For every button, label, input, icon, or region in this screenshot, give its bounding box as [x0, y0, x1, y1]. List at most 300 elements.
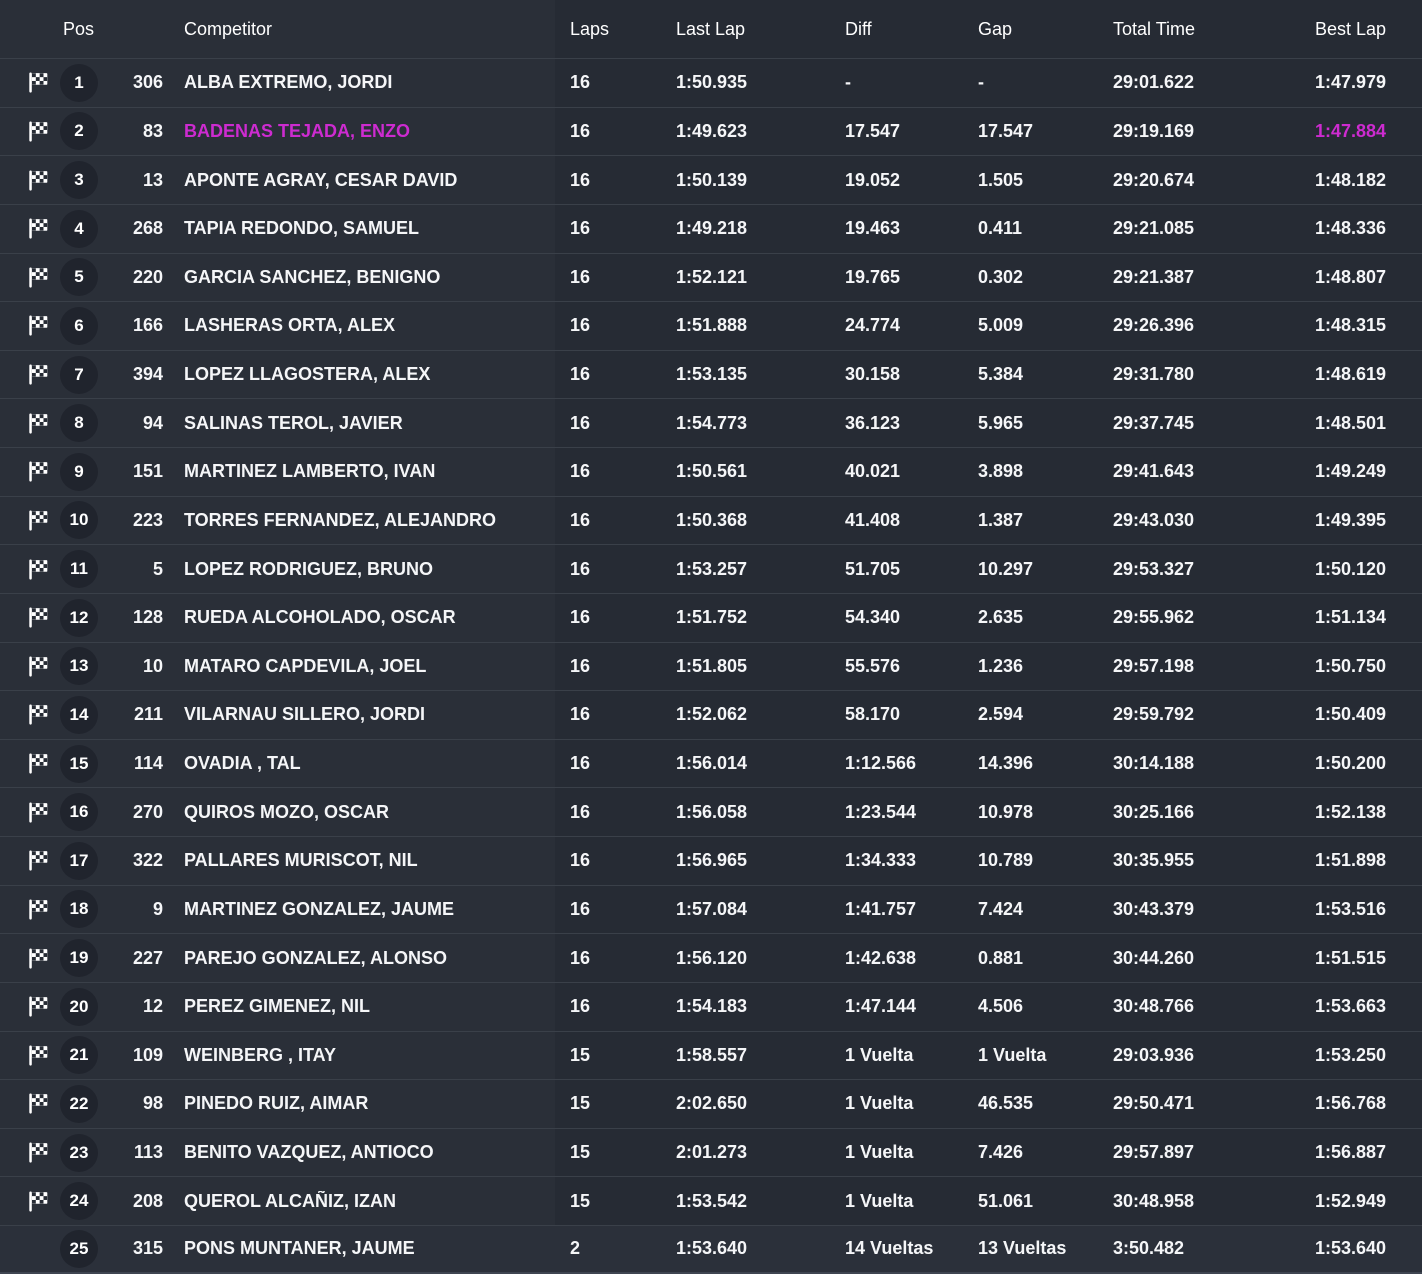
kart-number: 83: [142, 120, 163, 141]
diff-value: 1 Vuelta: [845, 1044, 914, 1065]
gap-value: 1.505: [978, 169, 1024, 190]
last-lap-value: 1:54.183: [676, 996, 748, 1017]
total-time-value: 29:37.745: [1113, 412, 1195, 433]
best-lap-value: 1:51.515: [1315, 947, 1387, 968]
best-lap-value: 1:49.249: [1315, 461, 1387, 482]
position-badge: 15: [60, 745, 98, 783]
result-row[interactable]: [0, 739, 1422, 788]
last-lap-value: 1:56.965: [676, 850, 748, 871]
last-lap-value: 1:53.257: [676, 558, 748, 579]
diff-value: 41.408: [845, 509, 901, 530]
kart-number: 9: [152, 898, 163, 919]
gap-value: 10.297: [978, 558, 1034, 579]
kart-number: 394: [132, 364, 163, 385]
flag-cell: [0, 995, 57, 1018]
flag-cell: [0, 412, 57, 435]
flag-cell: [0, 1044, 57, 1067]
last-lap-value: 1:50.935: [676, 72, 748, 93]
laps-value: 16: [570, 801, 591, 822]
diff-value: 30.158: [845, 364, 901, 385]
header-competitor: Competitor: [184, 18, 273, 39]
kart-number: 268: [132, 218, 163, 239]
result-row[interactable]: [0, 544, 1422, 593]
kart-number: 12: [142, 996, 163, 1017]
kart-number: 227: [132, 947, 163, 968]
best-lap-value: 1:48.807: [1315, 266, 1387, 287]
position-badge: 3: [60, 161, 98, 199]
header-total-time: Total Time: [1113, 18, 1196, 39]
laps-value: 16: [570, 558, 591, 579]
result-row[interactable]: [0, 690, 1422, 739]
flag-cell: [0, 1141, 57, 1164]
position-cell: [57, 890, 101, 928]
best-lap-value: 1:47.979: [1315, 72, 1387, 93]
flag-cell: [0, 801, 57, 824]
competitor-name: VILARNAU SILLERO, JORDI: [184, 704, 426, 725]
result-row[interactable]: [0, 253, 1422, 302]
position-cell: [57, 988, 101, 1026]
position-cell: [57, 939, 101, 977]
position-cell: [57, 64, 101, 102]
gap-value: 2.635: [978, 607, 1024, 628]
gap-value: 0.302: [978, 266, 1024, 287]
flag-cell: [0, 898, 57, 921]
position-badge: 13: [60, 647, 98, 685]
position-badge: 23: [60, 1134, 98, 1172]
flag-cell: [0, 1237, 57, 1260]
flag-cell: [0, 169, 57, 192]
best-lap-value: 1:53.663: [1315, 996, 1387, 1017]
diff-value: 58.170: [845, 704, 901, 725]
position-cell: [57, 112, 101, 150]
total-time-value: 30:44.260: [1113, 947, 1195, 968]
best-lap-value: 1:47.884: [1315, 120, 1387, 141]
kart-number: 322: [132, 850, 163, 871]
position-cell: [57, 842, 101, 880]
competitor-name: QUEROL ALCAÑIZ, IZAN: [184, 1190, 396, 1211]
kart-number: 270: [132, 801, 163, 822]
total-time-value: 29:01.622: [1113, 72, 1195, 93]
laps-value: 15: [570, 1190, 591, 1211]
kart-number: 13: [142, 169, 163, 190]
last-lap-value: 1:50.139: [676, 169, 748, 190]
position-cell: [57, 307, 101, 345]
total-time-value: 29:20.674: [1113, 169, 1195, 190]
total-time-value: 29:55.962: [1113, 607, 1195, 628]
kart-number: 166: [132, 315, 163, 336]
result-row[interactable]: [0, 1225, 1422, 1274]
kart-number: 114: [133, 753, 163, 774]
total-time-value: 29:57.897: [1113, 1142, 1195, 1163]
competitor-name: PONS MUNTANER, JAUME: [184, 1238, 415, 1259]
best-lap-value: 1:48.315: [1315, 315, 1387, 336]
gap-value: 0.881: [978, 947, 1024, 968]
checkered-flag-icon: [27, 363, 50, 386]
competitor-name: MARTINEZ LAMBERTO, IVAN: [184, 461, 436, 482]
laps-value: 15: [570, 1142, 591, 1163]
position-badge: 7: [60, 356, 98, 394]
flag-cell: [0, 947, 57, 970]
gap-value: 1.387: [978, 509, 1024, 530]
diff-value: 1:23.544: [845, 801, 917, 822]
gap-value: 4.506: [978, 996, 1024, 1017]
gap-value: 10.789: [978, 850, 1034, 871]
total-time-value: 29:53.327: [1113, 558, 1195, 579]
result-row[interactable]: [0, 58, 1422, 107]
gap-value: 5.384: [978, 364, 1024, 385]
best-lap-value: 1:48.501: [1315, 412, 1387, 433]
position-cell: [57, 1230, 101, 1268]
gap-value: 17.547: [978, 120, 1034, 141]
flag-cell: [0, 460, 57, 483]
position-cell: [57, 356, 101, 394]
position-badge: 20: [60, 988, 98, 1026]
last-lap-value: 1:51.888: [676, 315, 748, 336]
last-lap-value: 1:54.773: [676, 412, 748, 433]
position-cell: [57, 696, 101, 734]
flag-cell: [0, 71, 57, 94]
competitor-name: QUIROS MOZO, OSCAR: [184, 801, 390, 822]
last-lap-value: 1:50.561: [676, 461, 748, 482]
total-time-value: 29:26.396: [1113, 315, 1195, 336]
gap-value: 5.965: [978, 412, 1024, 433]
diff-value: 1 Vuelta: [845, 1093, 914, 1114]
gap-value: 13 Vueltas: [978, 1238, 1067, 1259]
total-time-value: 30:48.958: [1113, 1190, 1195, 1211]
position-badge: 12: [60, 599, 98, 637]
last-lap-value: 1:56.058: [676, 801, 748, 822]
position-cell: [57, 210, 101, 248]
position-badge: 1: [60, 64, 98, 102]
gap-value: 5.009: [978, 315, 1024, 336]
laps-value: 16: [570, 461, 591, 482]
position-badge: 16: [60, 793, 98, 831]
gap-value: 2.594: [978, 704, 1024, 725]
position-cell: [57, 1182, 101, 1220]
result-row[interactable]: [0, 447, 1422, 496]
laps-value: 16: [570, 266, 591, 287]
position-cell: [57, 501, 101, 539]
position-cell: [57, 258, 101, 296]
total-time-value: 29:57.198: [1113, 655, 1195, 676]
competitor-name: PINEDO RUIZ, AIMAR: [184, 1093, 369, 1114]
laps-value: 16: [570, 315, 591, 336]
header-pos: Pos: [63, 18, 95, 39]
result-row[interactable]: [0, 398, 1422, 447]
gap-value: 0.411: [978, 218, 1023, 239]
total-time-value: 29:03.936: [1113, 1044, 1195, 1065]
flag-cell: [0, 703, 57, 726]
last-lap-value: 1:49.218: [676, 218, 748, 239]
diff-value: -: [845, 72, 851, 93]
result-row[interactable]: [0, 593, 1422, 642]
checkered-flag-icon: [27, 1092, 50, 1115]
position-badge: 5: [60, 258, 98, 296]
gap-value: 51.061: [978, 1190, 1034, 1211]
position-badge: 24: [60, 1182, 98, 1220]
laps-value: 16: [570, 947, 591, 968]
diff-value: 1 Vuelta: [845, 1190, 914, 1211]
checkered-flag-icon: [27, 655, 50, 678]
position-cell: [57, 745, 101, 783]
flag-cell: [0, 509, 57, 532]
result-row[interactable]: [0, 301, 1422, 350]
flag-cell: [0, 1092, 57, 1115]
flag-cell: [0, 314, 57, 337]
checkered-flag-icon: [27, 1190, 50, 1213]
competitor-name: BENITO VAZQUEZ, ANTIOCO: [184, 1142, 434, 1163]
last-lap-value: 1:57.084: [676, 898, 748, 919]
diff-value: 40.021: [845, 461, 901, 482]
result-row[interactable]: [0, 836, 1422, 885]
result-row[interactable]: [0, 1031, 1422, 1080]
competitor-name: GARCIA SANCHEZ, BENIGNO: [184, 266, 441, 287]
flag-cell: [0, 752, 57, 775]
best-lap-value: 1:50.409: [1315, 704, 1387, 725]
laps-value: 16: [570, 72, 591, 93]
total-time-value: 29:41.643: [1113, 461, 1195, 482]
laps-value: 16: [570, 120, 591, 141]
checkered-flag-icon: [27, 995, 50, 1018]
diff-value: 19.463: [845, 218, 901, 239]
total-time-value: 29:31.780: [1113, 364, 1195, 385]
diff-value: 55.576: [845, 655, 901, 676]
results-body: [0, 58, 1422, 1274]
diff-value: 17.547: [845, 120, 901, 141]
result-row[interactable]: [0, 204, 1422, 253]
position-cell: [57, 404, 101, 442]
position-badge: 21: [60, 1036, 98, 1074]
checkered-flag-icon: [27, 1141, 50, 1164]
position-cell: [57, 647, 101, 685]
laps-value: 15: [570, 1044, 591, 1065]
total-time-value: 30:43.379: [1113, 898, 1195, 919]
position-badge: 4: [60, 210, 98, 248]
position-cell: [57, 161, 101, 199]
best-lap-value: 1:50.750: [1315, 655, 1387, 676]
checkered-flag-icon: [27, 120, 50, 143]
diff-value: 14 Vueltas: [845, 1238, 934, 1259]
gap-value: 1 Vuelta: [978, 1044, 1047, 1065]
diff-value: 24.774: [845, 315, 901, 336]
result-row[interactable]: [0, 350, 1422, 399]
header-last-lap: Last Lap: [676, 18, 746, 39]
position-cell: [57, 550, 101, 588]
laps-value: 16: [570, 704, 591, 725]
last-lap-value: 1:53.135: [676, 364, 748, 385]
best-lap-value: 1:52.949: [1315, 1190, 1387, 1211]
last-lap-value: 1:51.752: [676, 607, 748, 628]
laps-value: 16: [570, 218, 591, 239]
flag-cell: [0, 849, 57, 872]
last-lap-value: 1:49.623: [676, 120, 748, 141]
result-row[interactable]: [0, 107, 1422, 156]
last-lap-value: 1:52.062: [676, 704, 748, 725]
laps-value: 16: [570, 850, 591, 871]
best-lap-value: 1:53.640: [1315, 1238, 1387, 1259]
checkered-flag-icon: [27, 314, 50, 337]
header-best-lap: Best Lap: [1315, 18, 1387, 39]
best-lap-value: 1:51.898: [1315, 850, 1387, 871]
best-lap-value: 1:56.887: [1315, 1142, 1387, 1163]
checkered-flag-icon: [27, 217, 50, 240]
position-badge: 18: [60, 890, 98, 928]
checkered-flag-icon: [27, 752, 50, 775]
flag-cell: [0, 606, 57, 629]
kart-number: 5: [152, 558, 163, 579]
header-diff: Diff: [845, 18, 872, 39]
diff-value: 19.765: [845, 266, 901, 287]
kart-number: 208: [132, 1190, 163, 1211]
checkered-flag-icon: [27, 266, 50, 289]
last-lap-value: 1:56.014: [676, 753, 748, 774]
result-row[interactable]: [0, 1176, 1422, 1225]
position-cell: [57, 453, 101, 491]
position-badge: 9: [60, 453, 98, 491]
laps-value: 16: [570, 996, 591, 1017]
competitor-name: SALINAS TEROL, JAVIER: [184, 412, 403, 433]
best-lap-value: 1:52.138: [1315, 801, 1387, 822]
header-gap: Gap: [978, 18, 1013, 39]
diff-value: 1:42.638: [845, 947, 917, 968]
position-cell: [57, 599, 101, 637]
laps-value: 15: [570, 1093, 591, 1114]
total-time-value: 29:21.085: [1113, 218, 1195, 239]
diff-value: 54.340: [845, 607, 901, 628]
result-row[interactable]: [0, 642, 1422, 691]
competitor-name: PAREJO GONZALEZ, ALONSO: [184, 947, 448, 968]
position-cell: [57, 1085, 101, 1123]
best-lap-value: 1:48.336: [1315, 218, 1387, 239]
result-row[interactable]: [0, 787, 1422, 836]
best-lap-value: 1:48.182: [1315, 169, 1387, 190]
checkered-flag-icon: [27, 460, 50, 483]
last-lap-value: 2:02.650: [676, 1093, 748, 1114]
competitor-name: APONTE AGRAY, CESAR DAVID: [184, 169, 458, 190]
best-lap-value: 1:49.395: [1315, 509, 1387, 530]
laps-value: 16: [570, 607, 591, 628]
result-row[interactable]: [0, 496, 1422, 545]
flag-cell: [0, 266, 57, 289]
flag-cell: [0, 655, 57, 678]
total-time-value: 3:50.482: [1113, 1238, 1185, 1259]
result-row[interactable]: [0, 155, 1422, 204]
best-lap-value: 1:51.134: [1315, 607, 1387, 628]
kart-number: 94: [142, 412, 163, 433]
last-lap-value: 1:53.640: [676, 1238, 748, 1259]
best-lap-value: 1:53.516: [1315, 898, 1387, 919]
kart-number: 315: [132, 1238, 163, 1259]
competitor-name: PALLARES MURISCOT, NIL: [184, 850, 418, 871]
result-row[interactable]: [0, 982, 1422, 1031]
diff-value: 19.052: [845, 169, 901, 190]
flag-cell: [0, 558, 57, 581]
checkered-flag-icon: [27, 849, 50, 872]
competitor-name: RUEDA ALCOHOLADO, OSCAR: [184, 607, 456, 628]
competitor-name: ALBA EXTREMO, JORDI: [184, 72, 393, 93]
header-laps: Laps: [570, 18, 610, 39]
checkered-flag-icon: [27, 606, 50, 629]
gap-value: 14.396: [978, 753, 1034, 774]
last-lap-value: 1:52.121: [676, 266, 748, 287]
competitor-name: WEINBERG , ITAY: [184, 1044, 337, 1065]
diff-value: 1:12.566: [845, 753, 917, 774]
last-lap-value: 1:56.120: [676, 947, 748, 968]
kart-number: 98: [142, 1093, 163, 1114]
diff-value: 36.123: [845, 412, 901, 433]
competitor-name: LOPEZ RODRIGUEZ, BRUNO: [184, 558, 434, 579]
gap-value: 3.898: [978, 461, 1024, 482]
last-lap-value: 1:50.368: [676, 509, 748, 530]
flag-cell: [0, 363, 57, 386]
gap-value: 7.426: [978, 1142, 1024, 1163]
result-row[interactable]: [0, 933, 1422, 982]
position-badge: 14: [60, 696, 98, 734]
kart-number: 223: [132, 509, 163, 530]
diff-value: 1:41.757: [845, 898, 917, 919]
competitor-name: OVADIA , TAL: [184, 753, 301, 774]
position-cell: [57, 1036, 101, 1074]
result-row[interactable]: [0, 1079, 1422, 1128]
last-lap-value: 2:01.273: [676, 1142, 748, 1163]
laps-value: 16: [570, 753, 591, 774]
best-lap-value: 1:50.120: [1315, 558, 1387, 579]
checkered-flag-icon: [27, 558, 50, 581]
result-row[interactable]: [0, 885, 1422, 934]
laps-value: 16: [570, 509, 591, 530]
last-lap-value: 1:51.805: [676, 655, 748, 676]
competitor-name: BADENAS TEJADA, ENZO: [184, 120, 411, 141]
total-time-value: 30:25.166: [1113, 801, 1195, 822]
best-lap-value: 1:50.200: [1315, 753, 1387, 774]
competitor-name: MATARO CAPDEVILA, JOEL: [184, 655, 427, 676]
competitor-name: TAPIA REDONDO, SAMUEL: [184, 218, 420, 239]
position-badge: 22: [60, 1085, 98, 1123]
total-time-value: 29:50.471: [1113, 1093, 1195, 1114]
kart-number: 10: [142, 655, 163, 676]
gap-value: -: [978, 72, 984, 93]
total-time-value: 29:59.792: [1113, 704, 1195, 725]
laps-value: 16: [570, 412, 591, 433]
checkered-flag-icon: [27, 412, 50, 435]
total-time-value: 30:35.955: [1113, 850, 1195, 871]
total-time-value: 29:21.387: [1113, 266, 1195, 287]
kart-number: 109: [132, 1044, 163, 1065]
total-time-value: 29:43.030: [1113, 509, 1195, 530]
position-badge: 2: [60, 112, 98, 150]
diff-value: 1 Vuelta: [845, 1142, 914, 1163]
laps-value: 16: [570, 169, 591, 190]
laps-value: 16: [570, 898, 591, 919]
checkered-flag-icon: [27, 801, 50, 824]
position-badge: 17: [60, 842, 98, 880]
gap-value: 10.978: [978, 801, 1034, 822]
position-badge: 8: [60, 404, 98, 442]
checkered-flag-icon: [27, 898, 50, 921]
total-time-value: 29:19.169: [1113, 120, 1195, 141]
best-lap-value: 1:53.250: [1315, 1044, 1387, 1065]
position-badge: 6: [60, 307, 98, 345]
laps-value: 2: [570, 1238, 581, 1259]
results-header-row: [0, 0, 1422, 58]
gap-value: 7.424: [978, 898, 1024, 919]
position-cell: [57, 1134, 101, 1172]
kart-number: 220: [132, 266, 163, 287]
total-time-value: 30:48.766: [1113, 996, 1195, 1017]
result-row[interactable]: [0, 1128, 1422, 1177]
total-time-value: 30:14.188: [1113, 753, 1195, 774]
laps-value: 16: [570, 364, 591, 385]
